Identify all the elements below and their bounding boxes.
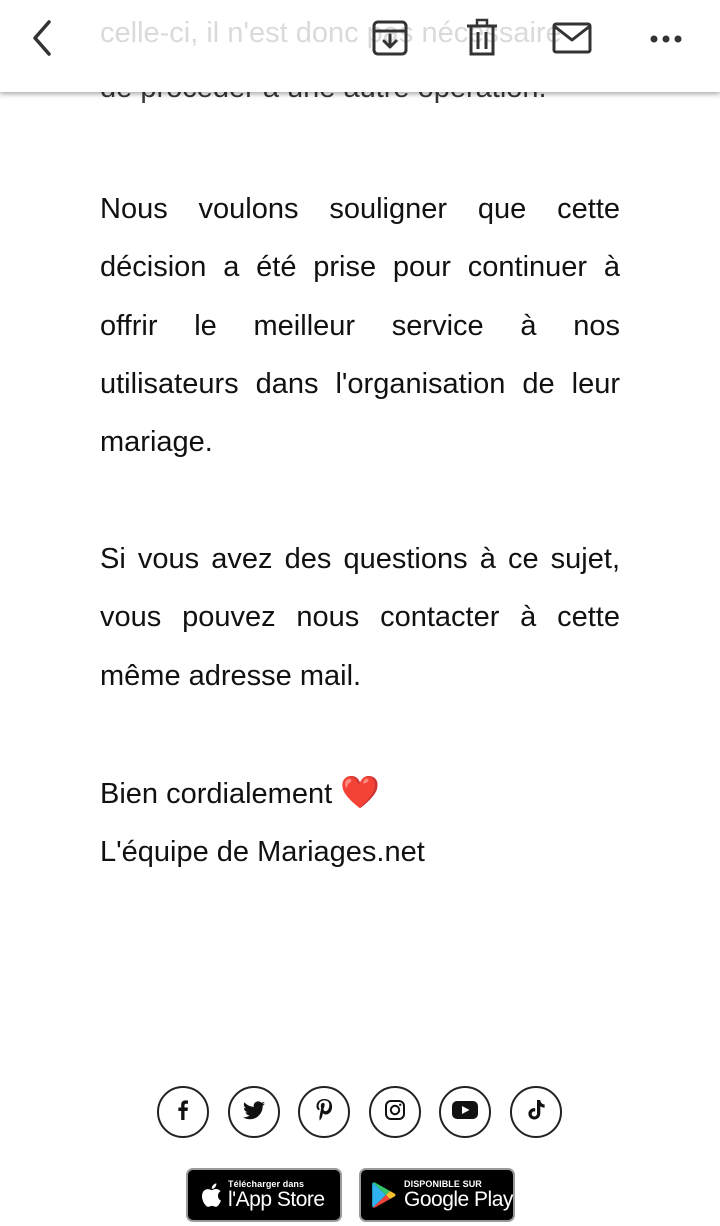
heart-emoji: ❤️ bbox=[340, 773, 381, 811]
google-play-big-text: Google Play bbox=[404, 1188, 513, 1211]
facebook-icon bbox=[171, 1098, 195, 1127]
email-paragraph-contact: Si vous avez des questions à ce sujet, vous pouvez nous contacter à cette même adresse mail. bbox=[100, 543, 620, 692]
closing-line bbox=[100, 763, 620, 823]
google-play-text bbox=[404, 1179, 513, 1211]
twitter-icon bbox=[241, 1098, 267, 1127]
instagram-icon bbox=[383, 1098, 407, 1127]
google-play-icon bbox=[371, 1181, 397, 1209]
app-store-text bbox=[228, 1179, 325, 1211]
archive-button[interactable] bbox=[368, 18, 412, 62]
chevron-left-icon bbox=[27, 18, 57, 63]
tiktok-icon bbox=[524, 1097, 548, 1128]
delete-button[interactable] bbox=[460, 18, 504, 62]
app-store-badge[interactable] bbox=[186, 1168, 342, 1222]
signature-text: L'équipe de Mariages.net bbox=[100, 836, 425, 869]
pinterest-link[interactable] bbox=[298, 1086, 350, 1138]
back-button[interactable] bbox=[20, 18, 64, 62]
youtube-link[interactable] bbox=[439, 1086, 491, 1138]
more-options-button[interactable] bbox=[644, 18, 688, 62]
archive-download-icon bbox=[370, 18, 410, 63]
top-app-bar bbox=[0, 0, 720, 92]
app-bar-background bbox=[0, 0, 720, 92]
google-play-badge[interactable] bbox=[359, 1168, 515, 1222]
twitter-link[interactable] bbox=[228, 1086, 280, 1138]
youtube-icon bbox=[451, 1099, 479, 1126]
app-store-small-text: Télécharger dans bbox=[228, 1179, 305, 1189]
google-play-small-text: DISPONIBLE SUR bbox=[404, 1179, 482, 1189]
pinterest-icon bbox=[312, 1097, 336, 1128]
mark-unread-button[interactable] bbox=[550, 18, 594, 62]
instagram-link[interactable] bbox=[369, 1086, 421, 1138]
apple-icon bbox=[200, 1182, 222, 1208]
email-paragraph-decision: Nous voulons souligner que cette décision a été prise pour continuer à offrir le meilleur service à nos utilisateurs dans l'organisation de leur mariage. bbox=[100, 193, 620, 459]
tiktok-link[interactable] bbox=[510, 1086, 562, 1138]
closing-text: Bien cordialement bbox=[100, 778, 333, 810]
app-store-big-text: l'App Store bbox=[228, 1188, 325, 1211]
mail-icon bbox=[551, 21, 593, 60]
more-horizontal-icon bbox=[649, 31, 683, 49]
scrolled-text-behind-bar: celle-ci, il n'est donc pas nécessaire bbox=[100, 17, 562, 49]
facebook-link[interactable] bbox=[157, 1086, 209, 1138]
trash-icon bbox=[462, 18, 502, 63]
email-signature-block bbox=[100, 763, 620, 882]
